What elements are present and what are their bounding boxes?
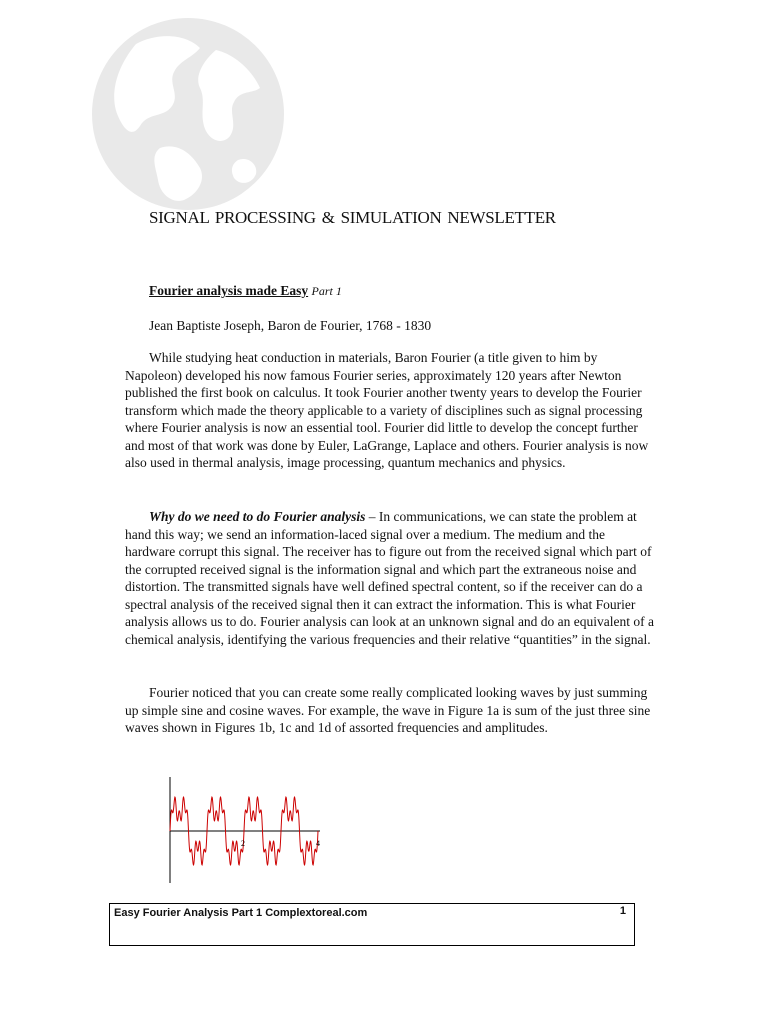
- paragraph-sum-of-sines: Fourier noticed that you can create some really complicated looking waves by just summing up simple sine and cosine waves. For example, the wave in Figure 1a is sum of the just three sine waves shown in Figures 1b, 1c and 1d of assorted frequencies and amplitudes.: [125, 685, 651, 735]
- newsletter-title: SIGNAL PROCESSING & SIMULATION NEWSLETTER: [149, 208, 556, 227]
- paragraph-dash: –: [365, 509, 379, 524]
- page-footer: [109, 903, 635, 946]
- globe-watermark-icon: [88, 14, 288, 214]
- footer-text: Easy Fourier Analysis Part 1 Complextoreal.com: [114, 907, 368, 919]
- article-part-label: Part 1: [311, 284, 342, 298]
- x-tick-label-2: 2: [241, 839, 245, 848]
- paragraph-history: While studying heat conduction in materials, Baron Fourier (a title given to him by Napoleon) developed his now famous Fourier series, approximately 120 years after Newton published the first book on calculus. It took Fourier another twenty years to develop the Fourier transform which made the theory applicable to a variety of disciplines such as signal processing where Fourier analysis is now an essential tool. Fourier did little to develop the concept further and most of that work was done by Euler, LaGrange, Laplace and others. Fourier analysis is now also used in thermal analysis, image processing, quantum mechanics and physics.: [125, 350, 649, 470]
- page-number: 1: [619, 905, 626, 917]
- article-byline: Jean Baptiste Joseph, Baron de Fourier, 1768 - 1830: [149, 318, 432, 333]
- paragraph-why-body: In communications, we can state the problem at hand this way; we send an information-laced signal over a medium. The medium and the hardware corrupt this signal. The receiver has to figure out from the received signal which part of the corrupted received signal is the information signal and which part the extraneous noise and distortion. The transmitted signals have well defined spectral content, so if the receiver can do a spectral analysis of the received signal then it can extract the information. This is what Fourier analysis allows us to do. Fourier analysis can look at an unknown signal and do an equivalent of a chemical analysis, identifying the various frequencies and their relative “quantities” in the signal.: [125, 509, 655, 647]
- x-tick-label-4: 4: [316, 839, 320, 848]
- article-title: [149, 283, 342, 299]
- paragraph-lead-question: Why do we need to do Fourier analysis: [149, 509, 366, 524]
- figure-1a-wave-plot: [165, 775, 325, 885]
- paragraph-why-fourier: [125, 508, 655, 648]
- article-title-text: Fourier analysis made Easy: [149, 283, 309, 298]
